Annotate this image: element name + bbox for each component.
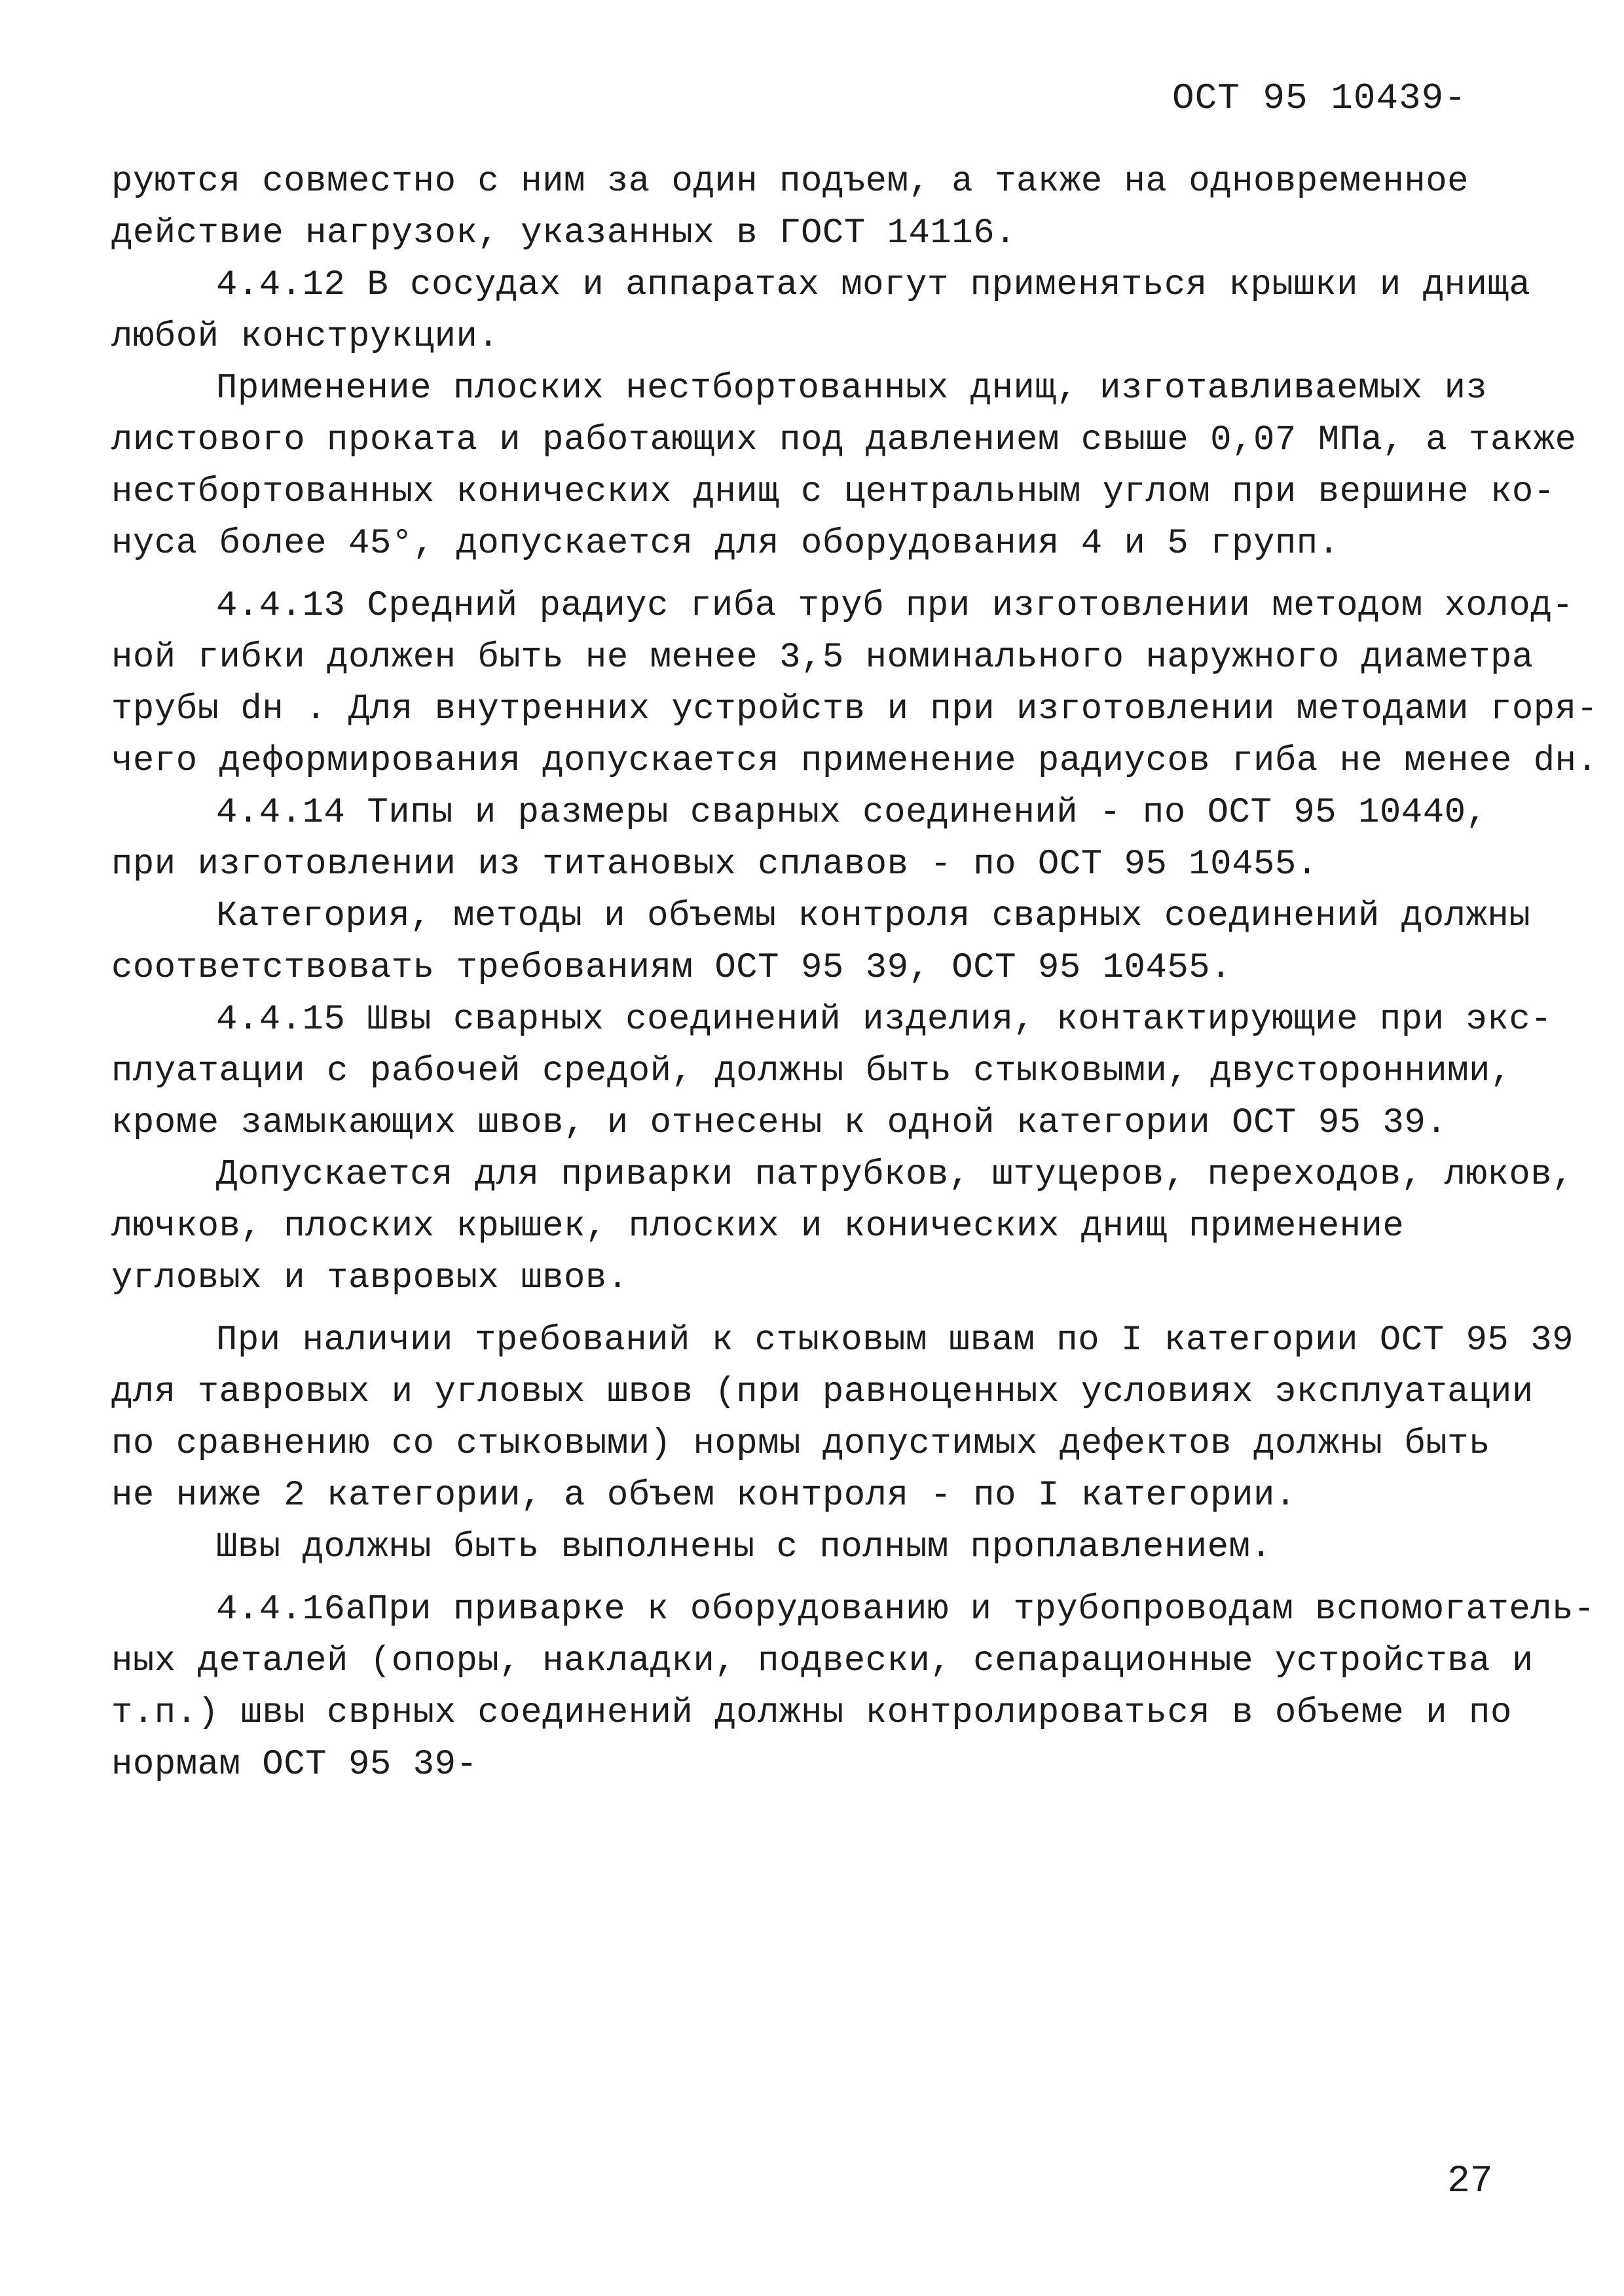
document-body <box>111 156 1598 1791</box>
text-line: Швы должны быть выполнены с полным проплавлением. <box>216 1527 1272 1567</box>
text-line: соответствовать требованиям ОСТ 95 39, ОСТ 95 10455. <box>111 948 1232 988</box>
text-line: лючков, плоских крышек, плоских и конических днищ применение <box>111 1207 1405 1247</box>
page-number: 27 <box>1447 2160 1493 2203</box>
text-line: нормам ОСТ 95 39- <box>111 1745 478 1785</box>
text-line: угловых и тавровых швов. <box>111 1258 629 1298</box>
text-line: нуса более 45°, допускается для оборудования 4 и 5 групп. <box>111 524 1340 564</box>
clause-4-4-14: 4.4.14 Типы и размеры сварных соединений - по ОСТ 95 10440, <box>216 793 1488 833</box>
text-line: не ниже 2 категории, а объем контроля - по I категории. <box>111 1476 1297 1516</box>
text-line: любой конструкции. <box>111 317 500 357</box>
document-header: ОСТ 95 10439- <box>1172 77 1467 119</box>
text-line: плуатации с рабочей средой, должны быть стыковыми, двусторонними, <box>111 1051 1512 1091</box>
text-line: по сравнению со стыковыми) нормы допустимых дефектов должны быть <box>111 1424 1490 1464</box>
clause-4-4-15: 4.4.15 Швы сварных соединений изделия, контактирующие при экс- <box>216 1000 1553 1040</box>
text-line: кроме замыкающих швов, и отнесены к одной категории ОСТ 95 39. <box>111 1103 1448 1143</box>
text-line: чего деформирования допускается применение радиусов гиба не менее dн. <box>111 741 1598 781</box>
text-line: Категория, методы и объемы контроля сварных соединений должны <box>216 896 1531 936</box>
text-line: Применение плоских нестбортованных днищ, изготавливаемых из <box>216 369 1488 409</box>
text-line: ной гибки должен быть не менее 3,5 номинального наружного диаметра <box>111 638 1534 678</box>
text-line: при изготовлении из титановых сплавов - по ОСТ 95 10455. <box>111 845 1318 884</box>
text-line: для тавровых и угловых швов (при равноценных условиях эксплуатации <box>111 1372 1534 1412</box>
text-line: т.п.) швы сврных соединений должны контролироваться в объеме и по <box>111 1693 1512 1733</box>
text-line: трубы dн . Для внутренних устройств и при изготовлении методами горя- <box>111 689 1598 729</box>
text-line: нестбортованных конических днищ с центральным углом при вершине ко- <box>111 472 1555 512</box>
text-line: руются совместно с ним за один подъем, а также на одновременное <box>111 162 1469 202</box>
text-line: При наличии требований к стыковым швам по I категории ОСТ 95 39 <box>216 1321 1574 1360</box>
clause-4-4-16a: 4.4.16аПри приварке к оборудованию и трубопроводам вспомогатель- <box>216 1590 1595 1630</box>
clause-4-4-13: 4.4.13 Средний радиус гиба труб при изготовлении методом холод- <box>216 586 1574 626</box>
text-line: листового проката и работающих под давлением свыше 0,07 МПа, а также <box>111 420 1577 460</box>
text-line: Допускается для приварки патрубков, штуцеров, переходов, люков, <box>216 1155 1574 1195</box>
clause-4-4-12: 4.4.12 В сосудах и аппаратах могут применяться крышки и днища <box>216 265 1531 305</box>
text-line: ных деталей (опоры, накладки, подвески, сепарационные устройства и <box>111 1641 1534 1681</box>
text-line: действие нагрузок, указанных в ГОСТ 14116. <box>111 213 1017 253</box>
